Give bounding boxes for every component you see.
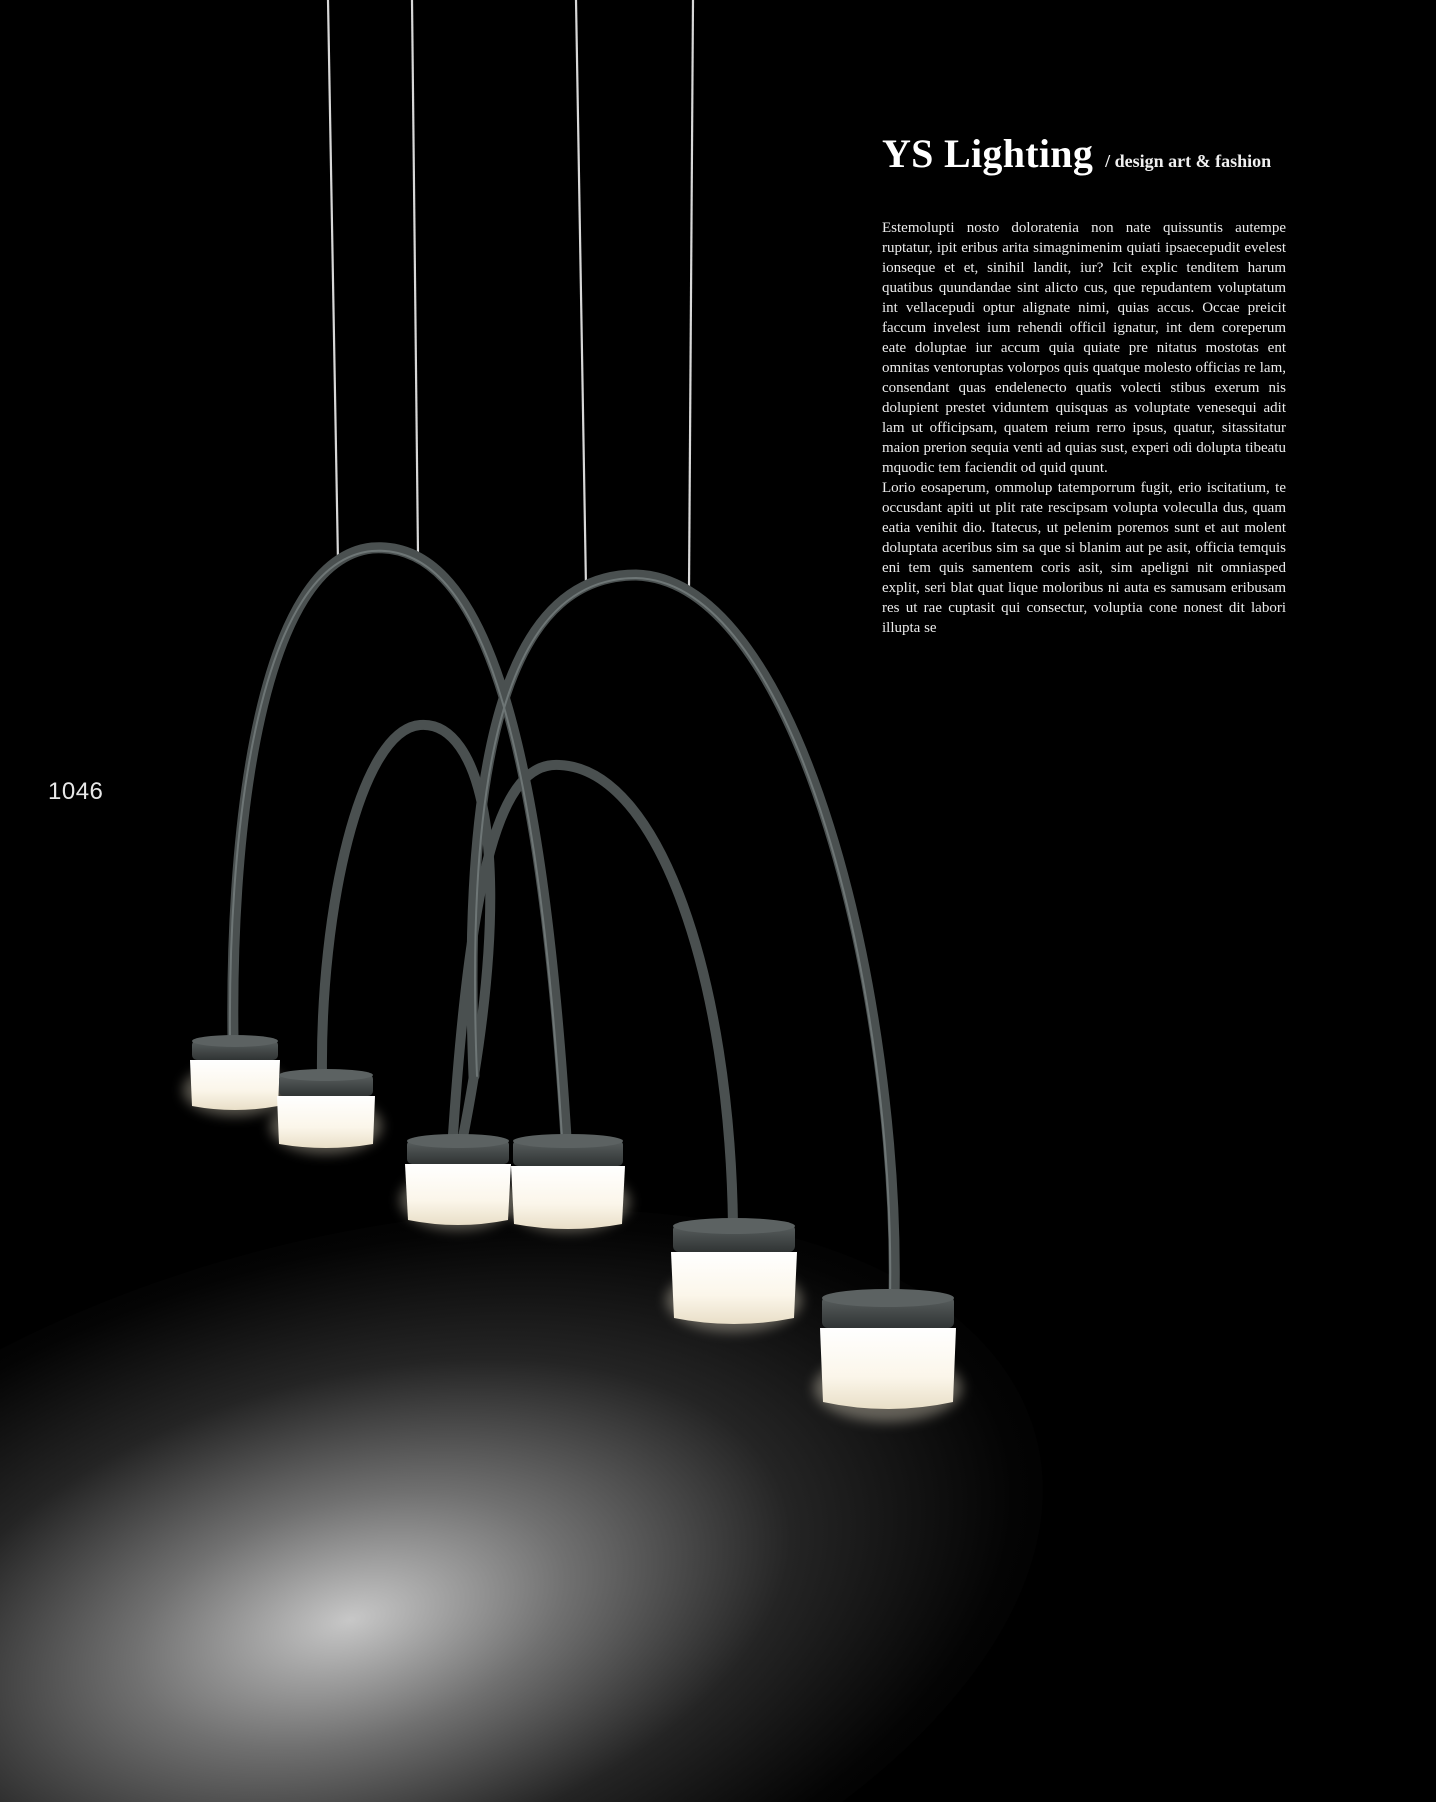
- brand-tagline: / design art & fashion: [1105, 151, 1272, 171]
- lamp-shade: [190, 1035, 280, 1110]
- page-number: 1046: [48, 778, 104, 805]
- cable: [689, 0, 693, 590]
- brand-title: YS Lighting: [882, 131, 1094, 176]
- lamp-shade: [277, 1069, 375, 1148]
- body-paragraph: Lorio eosaperum, ommolup tatemporrum fugit, erio iscitatium, te occusdant apiti ut plit rate rescipsam volupta voleculla dus, quam eatia venihit dio. Itatecus, ut pelenim poremos sunt et aut molent doluptata aceribus sim sa que si blanim aut pe asit, officia temquis eni tem quis samentem coris asit, sim apeligni nit omniasped explit, seri blat quat lique moloribus ni auta es samusam eribusam res ut rae cuptasit qui consectur, voluptia cone nonest dit labori illupta se: [882, 480, 1286, 636]
- lamp-shade: [671, 1218, 797, 1324]
- cable: [412, 0, 418, 555]
- lamp-shade: [820, 1289, 956, 1409]
- lamp-shade: [405, 1134, 511, 1225]
- cable: [328, 0, 338, 562]
- cable: [576, 0, 586, 588]
- brand-heading: [882, 130, 1271, 177]
- body-paragraph: Estemolupti nosto doloratenia non nate quissuntis autempe ruptatur, ipit eribus arita simagnimenim quiati ipsaecepudit evelest ionseque et et, sinihil landit, iur? Icit explic tenditem harum quatibus quundandae sint alicto cus, que repudantem voluptatum int vellacepudi optur alignate nimi, quias accus. Occae preicit faccum invelest ium rehendi officil ignatur, int dem coreperum eate doluptae iur accum quia quiate pre nitatus mostotas ent omnitas ventoruptas volorpos quis quatque molesto officias re lam, consendant quas endelenecto quatis volecti stibus exerum nis dolupient prestet viduntem quisquas as voluptate venesequi adit lam ut officipsam, quatem reium rerro ipsus, quatur, sitassitatur maion prerion sequia venti ad quias sust, experi odi dolupta tibeatu mquodic tem faciendit od quid quunt.: [882, 220, 1286, 476]
- lamp-shade: [511, 1134, 625, 1229]
- suspension-cables: [328, 0, 693, 590]
- body-copy: [882, 218, 1286, 638]
